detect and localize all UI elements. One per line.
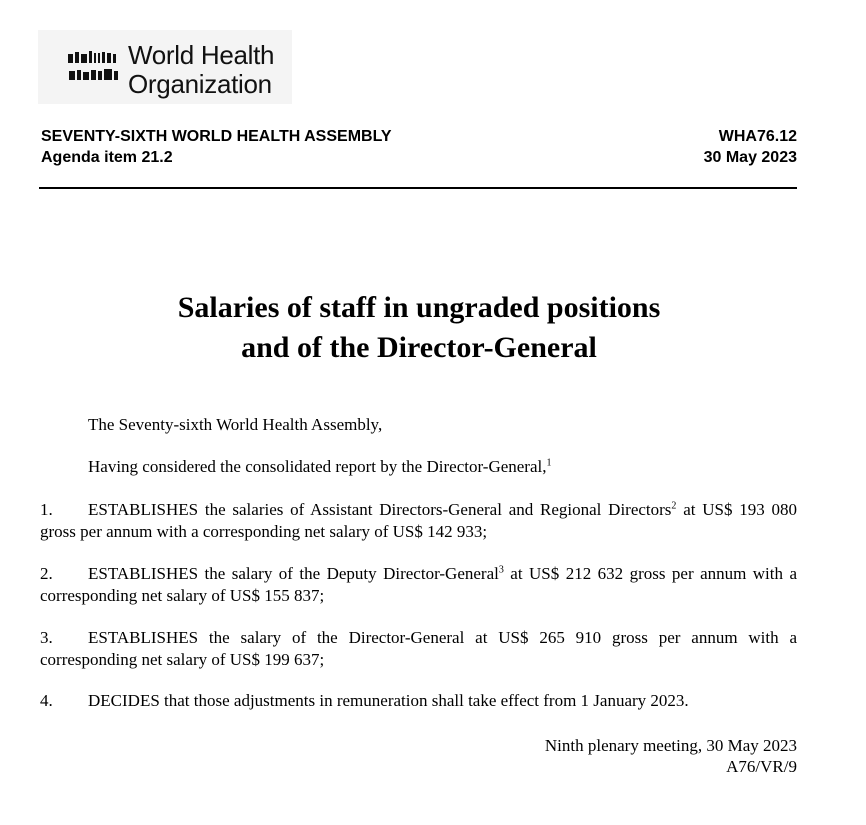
agenda-item: Agenda item 21.2 xyxy=(41,149,173,166)
paragraph-2 xyxy=(40,563,797,607)
header-left xyxy=(41,126,392,168)
footnote-ref-1: 1 xyxy=(546,457,552,469)
paragraph-text: ESTABLISHES the salary of the Deputy Director-General xyxy=(88,564,499,583)
header-date: 30 May 2023 xyxy=(703,149,797,166)
header-right xyxy=(704,126,797,168)
footnote-ref-3: 3 xyxy=(498,564,504,576)
paragraph-number: 4. xyxy=(40,691,53,710)
who-emblem-icon xyxy=(68,45,120,89)
paragraph-text-continued: at US$ 193 080 gross per annum with a corresponding net salary of US$ 142 933; xyxy=(40,500,797,541)
title-line-2: and of the Director-General xyxy=(241,331,597,364)
paragraph-number: 3. xyxy=(40,628,53,647)
having-considered xyxy=(40,456,845,478)
verbatim-record-ref: A76/VR/9 xyxy=(726,757,797,776)
paragraph-text-continued: at US$ 212 632 gross per annum with a corresponding net salary of US$ 155 837; xyxy=(40,564,797,605)
paragraph-text: ESTABLISHES the salaries of Assistant Directors-General and Regional Directors xyxy=(88,500,672,519)
resolution-number: WHA76.12 xyxy=(718,128,797,145)
logo-wordmark xyxy=(128,41,274,99)
assembly-line-text: The Seventy-sixth World Health Assembly, xyxy=(88,415,383,434)
paragraph-number: 1. xyxy=(40,500,53,519)
document-title xyxy=(0,288,838,368)
paragraph-number: 2. xyxy=(40,564,53,583)
paragraph-4 xyxy=(40,690,797,712)
paragraph-text: DECIDES that those adjustments in remuneration shall take effect from 1 January 2023. xyxy=(88,691,689,710)
header-divider xyxy=(39,187,797,189)
having-considered-text: Having considered the consolidated report by the Director-General, xyxy=(88,457,547,476)
assembly-name: SEVENTY-SIXTH WORLD HEALTH ASSEMBLY xyxy=(41,128,392,145)
meeting-footer xyxy=(545,735,797,777)
paragraph-1 xyxy=(40,499,797,543)
paragraph-text: ESTABLISHES the salary of the Director-General at US$ 265 910 gross per annum with a corresponding net salary of US$ 199 637; xyxy=(40,628,797,669)
who-logo xyxy=(38,30,292,104)
paragraph-3 xyxy=(40,627,797,671)
footnote-ref-2: 2 xyxy=(671,500,677,512)
plenary-meeting: Ninth plenary meeting, 30 May 2023 xyxy=(544,736,797,755)
title-line-1: Salaries of staff in ungraded positions xyxy=(177,291,661,324)
assembly-line xyxy=(40,414,845,436)
logo-line-2: Organization xyxy=(128,69,272,99)
logo-line-1: World Health xyxy=(128,40,275,70)
